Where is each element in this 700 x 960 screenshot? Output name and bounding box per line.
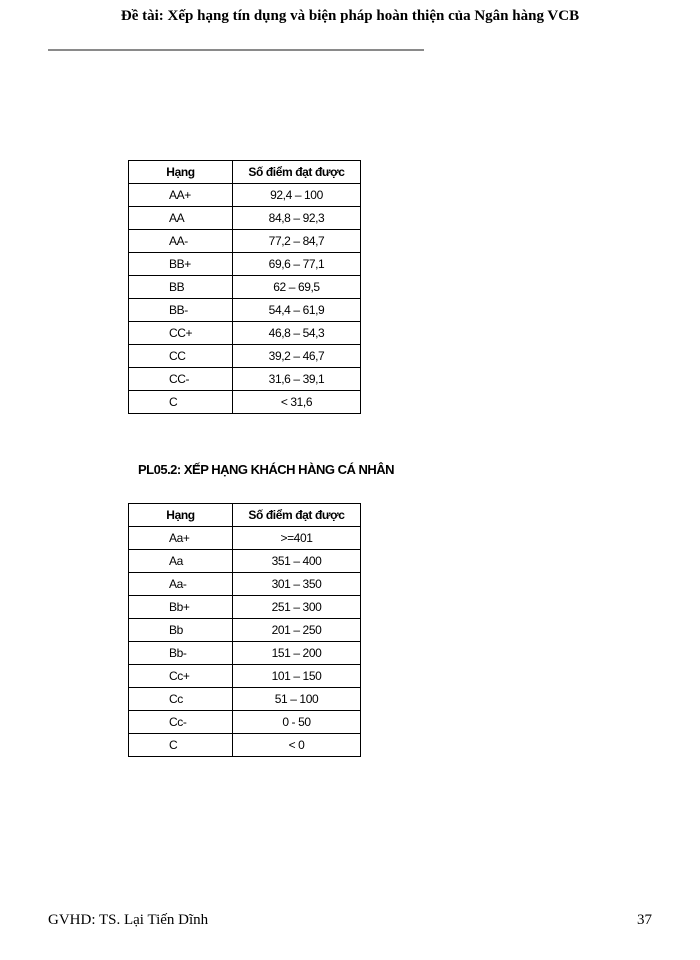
table-row (129, 207, 361, 230)
table-row (129, 688, 361, 711)
score-range-cell: 39,2 – 46,7 (233, 345, 361, 368)
score-range-cell: < 31,6 (233, 391, 361, 414)
rank-cell: AA+ (129, 184, 233, 207)
header-divider (48, 49, 424, 51)
score-range-cell: 101 – 150 (233, 665, 361, 688)
rank-cell: Aa+ (129, 527, 233, 550)
rank-cell: C (129, 391, 233, 414)
corporate-rating-table (128, 160, 361, 414)
table-row (129, 619, 361, 642)
table-row (129, 711, 361, 734)
score-range-cell: 54,4 – 61,9 (233, 299, 361, 322)
score-range-cell: 0 - 50 (233, 711, 361, 734)
rank-cell: CC+ (129, 322, 233, 345)
table-row (129, 276, 361, 299)
score-range-cell: 62 – 69,5 (233, 276, 361, 299)
column-header-rank: Hạng (129, 504, 233, 527)
table-header-row (129, 504, 361, 527)
personal-rating-table (128, 503, 361, 757)
column-header-score: Số điểm đạt được (233, 161, 361, 184)
rank-cell: Cc+ (129, 665, 233, 688)
rank-cell: CC (129, 345, 233, 368)
section-heading: PL05.2: XẾP HẠNG KHÁCH HÀNG CÁ NHÂN (138, 462, 395, 477)
footer-advisor: GVHD: TS. Lại Tiến Dĩnh (48, 912, 209, 928)
rank-cell: BB- (129, 299, 233, 322)
column-header-rank: Hạng (129, 161, 233, 184)
rank-cell: Cc- (129, 711, 233, 734)
rank-cell: BB+ (129, 253, 233, 276)
page-header-title: Đề tài: Xếp hạng tín dụng và biện pháp hoàn thiện của Ngân hàng VCB (120, 8, 580, 24)
rank-cell: Cc (129, 688, 233, 711)
table-row (129, 550, 361, 573)
score-range-cell: < 0 (233, 734, 361, 757)
table-row (129, 734, 361, 757)
table-row (129, 299, 361, 322)
score-range-cell: 51 – 100 (233, 688, 361, 711)
score-range-cell: 351 – 400 (233, 550, 361, 573)
score-range-cell: 151 – 200 (233, 642, 361, 665)
score-range-cell: 31,6 – 39,1 (233, 368, 361, 391)
score-range-cell: 77,2 – 84,7 (233, 230, 361, 253)
table-header-row (129, 161, 361, 184)
table-row (129, 573, 361, 596)
table-row (129, 391, 361, 414)
table-row (129, 596, 361, 619)
rank-cell: AA (129, 207, 233, 230)
column-header-score: Số điểm đạt được (233, 504, 361, 527)
score-range-cell: 84,8 – 92,3 (233, 207, 361, 230)
table-row (129, 322, 361, 345)
table-row (129, 368, 361, 391)
score-range-cell: 201 – 250 (233, 619, 361, 642)
rank-cell: Aa- (129, 573, 233, 596)
score-range-cell: 251 – 300 (233, 596, 361, 619)
rank-cell: AA- (129, 230, 233, 253)
table-row (129, 230, 361, 253)
table-row (129, 527, 361, 550)
score-range-cell: 46,8 – 54,3 (233, 322, 361, 345)
table-row (129, 345, 361, 368)
rank-cell: Bb+ (129, 596, 233, 619)
score-range-cell: 69,6 – 77,1 (233, 253, 361, 276)
table-row (129, 665, 361, 688)
rank-cell: CC- (129, 368, 233, 391)
score-range-cell: >=401 (233, 527, 361, 550)
table-row (129, 184, 361, 207)
rank-cell: Bb- (129, 642, 233, 665)
rank-cell: Bb (129, 619, 233, 642)
rank-cell: C (129, 734, 233, 757)
rank-cell: Aa (129, 550, 233, 573)
score-range-cell: 92,4 – 100 (233, 184, 361, 207)
rank-cell: BB (129, 276, 233, 299)
score-range-cell: 301 – 350 (233, 573, 361, 596)
table-row (129, 253, 361, 276)
page-number: 37 (637, 912, 652, 928)
table-row (129, 642, 361, 665)
